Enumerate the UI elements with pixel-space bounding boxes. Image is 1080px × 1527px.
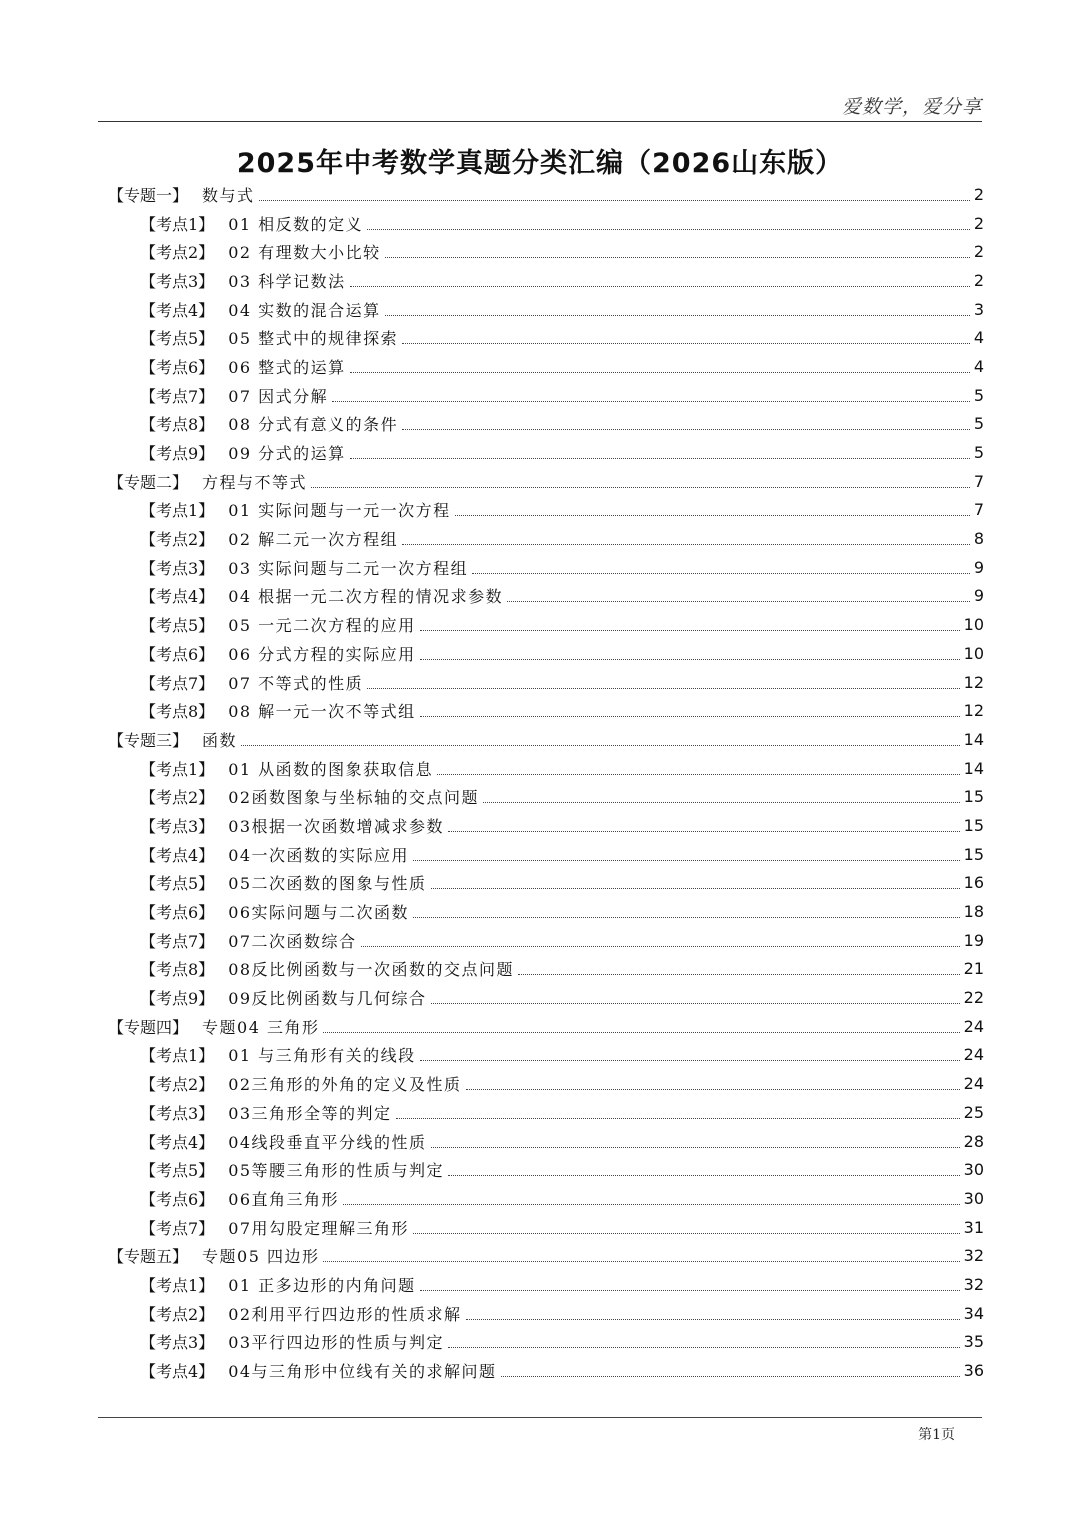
toc-entry-title: 09反比例函数与几何综合 [228,989,427,1009]
toc-entry-tag: 【考点7】 [140,1218,215,1238]
toc-entry-title: 04 实数的混合运算 [228,300,381,320]
toc-entry-tag: 【考点1】 [140,501,215,521]
toc-dot-leader [361,946,960,947]
toc-entry-tag: 【考点3】 [140,558,215,578]
toc-subtopic-entry[interactable] [108,610,984,639]
toc-subtopic-entry[interactable] [108,897,984,926]
toc-subtopic-entry[interactable] [108,1041,984,1070]
toc-entry-page: 2 [973,213,984,233]
toc-subtopic-entry[interactable] [108,1328,984,1357]
toc-entry-title: 07 不等式的性质 [228,673,364,693]
toc-entry-title: 02利用平行四边形的性质求解 [228,1304,462,1324]
toc-subtopic-entry[interactable] [108,553,984,582]
toc-dot-leader [420,630,960,631]
toc-topic-entry[interactable] [108,725,984,754]
toc-entry-page: 7 [973,500,984,520]
toc-entry-tag: 【考点4】 [140,1132,215,1152]
toc-entry-page: 21 [963,959,984,979]
toc-entry-tag: 【考点8】 [140,702,215,722]
toc-subtopic-entry[interactable] [108,1213,984,1242]
toc-subtopic-entry[interactable] [108,1184,984,1213]
toc-topic-entry[interactable] [108,467,984,496]
toc-entry-tag: 【考点1】 [140,1275,215,1295]
toc-entry-title: 05 整式中的规律探索 [228,329,399,349]
toc-entry-page: 5 [973,385,984,405]
toc-entry-tag: 【考点6】 [140,1189,215,1209]
toc-entry-tag: 【专题五】 [108,1247,189,1267]
toc-subtopic-entry[interactable] [108,323,984,352]
toc-entry-page: 31 [963,1217,984,1237]
toc-entry-page: 32 [963,1274,984,1294]
toc-subtopic-entry[interactable] [108,1127,984,1156]
toc-entry-title: 03三角形全等的判定 [228,1103,392,1123]
toc-dot-leader [396,1118,960,1119]
toc-subtopic-entry[interactable] [108,754,984,783]
toc-entry-title: 方程与不等式 [202,472,308,492]
toc-entry-tag: 【考点1】 [140,1046,215,1066]
toc-entry-page: 14 [963,729,984,749]
toc-subtopic-entry[interactable] [108,1155,984,1184]
toc-dot-leader [241,745,960,746]
toc-dot-leader [466,1319,960,1320]
toc-entry-page: 2 [973,184,984,204]
toc-dot-leader [431,1147,960,1148]
toc-entry-page: 32 [963,1246,984,1266]
toc-dot-leader [448,1175,960,1176]
toc-entry-page: 4 [973,356,984,376]
toc-topic-entry[interactable] [108,1241,984,1270]
toc-entry-tag: 【考点4】 [140,587,215,607]
toc-entry-title: 07用勾股定理解三角形 [228,1218,410,1238]
toc-dot-leader [367,688,960,689]
toc-dot-leader [332,401,970,402]
toc-subtopic-entry[interactable] [108,782,984,811]
toc-subtopic-entry[interactable] [108,496,984,525]
toc-dot-leader [472,573,970,574]
toc-entry-title: 专题05 四边形 [202,1247,320,1267]
toc-dot-leader [437,774,960,775]
toc-dot-leader [448,1347,960,1348]
toc-entry-tag: 【考点7】 [140,673,215,693]
toc-entry-page: 34 [963,1303,984,1323]
toc-subtopic-entry[interactable] [108,295,984,324]
table-of-contents [108,180,984,1385]
toc-entry-page: 8 [973,529,984,549]
toc-subtopic-entry[interactable] [108,840,984,869]
toc-entry-tag: 【考点1】 [140,214,215,234]
toc-subtopic-entry[interactable] [108,668,984,697]
toc-dot-leader [466,1089,960,1090]
toc-dot-leader [420,1060,960,1061]
header-motto: 爱数学，爱分享 [841,96,982,118]
toc-entry-tag: 【考点4】 [140,1362,215,1382]
toc-subtopic-entry[interactable] [108,209,984,238]
toc-entry-page: 12 [963,672,984,692]
toc-subtopic-entry[interactable] [108,926,984,955]
toc-entry-tag: 【考点3】 [140,271,215,291]
toc-subtopic-entry[interactable] [108,639,984,668]
toc-entry-tag: 【考点6】 [140,903,215,923]
toc-subtopic-entry[interactable] [108,237,984,266]
toc-entry-tag: 【专题一】 [108,185,189,205]
toc-entry-title: 01 相反数的定义 [228,214,364,234]
toc-topic-entry[interactable] [108,180,984,209]
toc-entry-title: 07二次函数综合 [228,931,357,951]
toc-dot-leader [413,917,960,918]
toc-entry-page: 9 [973,586,984,606]
toc-entry-title: 01 实际问题与一元一次方程 [228,501,451,521]
toc-subtopic-entry[interactable] [108,1069,984,1098]
toc-entry-title: 06实际问题与二次函数 [228,903,410,923]
toc-dot-leader [501,1376,960,1377]
toc-entry-title: 05 一元二次方程的应用 [228,616,416,636]
toc-entry-page: 28 [963,1131,984,1151]
toc-entry-tag: 【考点2】 [140,788,215,808]
toc-entry-page: 24 [963,1074,984,1094]
toc-dot-leader [367,229,970,230]
toc-entry-page: 15 [963,844,984,864]
toc-entry-tag: 【考点5】 [140,1161,215,1181]
toc-dot-leader [518,974,960,975]
toc-entry-page: 16 [963,873,984,893]
toc-subtopic-entry[interactable] [108,955,984,984]
toc-subtopic-entry[interactable] [108,869,984,898]
toc-entry-title: 04 根据一元二次方程的情况求参数 [228,587,504,607]
toc-entry-tag: 【考点5】 [140,874,215,894]
document-title: 2025年中考数学真题分类汇编（2026山东版） [236,148,844,179]
toc-entry-tag: 【考点9】 [140,444,215,464]
toc-entry-title: 06直角三角形 [228,1189,340,1209]
toc-dot-leader [259,200,970,201]
toc-entry-tag: 【考点2】 [140,243,215,263]
footer-page-number: 第1页 [918,1427,955,1443]
toc-entry-page: 24 [963,1045,984,1065]
toc-entry-tag: 【考点8】 [140,960,215,980]
toc-entry-page: 30 [963,1188,984,1208]
toc-subtopic-entry[interactable] [108,266,984,295]
toc-dot-leader [350,458,970,459]
toc-dot-leader [350,286,970,287]
toc-entry-title: 06 分式方程的实际应用 [228,644,416,664]
toc-entry-title: 03 实际问题与二元一次方程组 [228,558,469,578]
toc-entry-tag: 【考点2】 [140,1304,215,1324]
toc-entry-tag: 【考点1】 [140,759,215,779]
toc-dot-leader [350,372,970,373]
toc-entry-title: 08 分式有意义的条件 [228,415,399,435]
toc-entry-title: 02 有理数大小比较 [228,243,381,263]
toc-entry-tag: 【考点7】 [140,931,215,951]
toc-dot-leader [431,888,960,889]
toc-entry-page: 14 [963,758,984,778]
toc-dot-leader [413,1233,960,1234]
toc-entry-title: 02三角形的外角的定义及性质 [228,1075,462,1095]
toc-entry-page: 4 [973,328,984,348]
toc-subtopic-entry[interactable] [108,410,984,439]
toc-subtopic-entry[interactable] [108,381,984,410]
toc-entry-tag: 【考点2】 [140,530,215,550]
toc-entry-tag: 【考点3】 [140,1103,215,1123]
toc-subtopic-entry[interactable] [108,438,984,467]
toc-entry-tag: 【考点3】 [140,816,215,836]
toc-entry-tag: 【考点6】 [140,644,215,664]
toc-entry-page: 12 [963,701,984,721]
toc-dot-leader [402,544,970,545]
toc-entry-title: 04线段垂直平分线的性质 [228,1132,427,1152]
toc-entry-page: 19 [963,930,984,950]
toc-entry-title: 03平行四边形的性质与判定 [228,1333,445,1353]
toc-dot-leader [311,487,970,488]
toc-dot-leader [323,1261,959,1262]
toc-entry-tag: 【专题四】 [108,1017,189,1037]
toc-entry-tag: 【考点5】 [140,616,215,636]
toc-dot-leader [402,429,970,430]
toc-entry-title: 05等腰三角形的性质与判定 [228,1161,445,1181]
toc-entry-page: 35 [963,1332,984,1352]
toc-entry-tag: 【专题二】 [108,472,189,492]
toc-subtopic-entry[interactable] [108,352,984,381]
toc-entry-page: 22 [963,988,984,1008]
toc-entry-tag: 【考点8】 [140,415,215,435]
toc-entry-page: 25 [963,1102,984,1122]
toc-entry-tag: 【考点6】 [140,357,215,377]
toc-dot-leader [483,802,960,803]
toc-subtopic-entry[interactable] [108,811,984,840]
toc-entry-title: 04一次函数的实际应用 [228,845,410,865]
toc-entry-tag: 【考点5】 [140,329,215,349]
toc-topic-entry[interactable] [108,1012,984,1041]
toc-entry-tag: 【考点3】 [140,1333,215,1353]
footer-divider [98,1417,982,1418]
toc-subtopic-entry[interactable] [108,1098,984,1127]
toc-entry-title: 05二次函数的图象与性质 [228,874,427,894]
toc-subtopic-entry[interactable] [108,582,984,611]
toc-entry-page: 7 [973,471,984,491]
toc-entry-page: 15 [963,787,984,807]
toc-dot-leader [385,257,970,258]
toc-dot-leader [448,831,960,832]
toc-entry-page: 3 [973,299,984,319]
toc-entry-page: 2 [973,270,984,290]
toc-dot-leader [323,1032,959,1033]
toc-subtopic-entry[interactable] [108,696,984,725]
toc-entry-tag: 【考点2】 [140,1075,215,1095]
toc-entry-title: 06 整式的运算 [228,357,346,377]
toc-entry-title: 08 解一元一次不等式组 [228,702,416,722]
toc-dot-leader [420,659,960,660]
toc-entry-page: 10 [963,643,984,663]
toc-dot-leader [507,601,970,602]
toc-entry-page: 9 [973,557,984,577]
toc-dot-leader [420,1290,960,1291]
toc-entry-title: 09 分式的运算 [228,444,346,464]
toc-entry-page: 30 [963,1160,984,1180]
toc-entry-title: 01 与三角形有关的线段 [228,1046,416,1066]
toc-entry-title: 03根据一次函数增减求参数 [228,816,445,836]
toc-entry-tag: 【考点4】 [140,845,215,865]
toc-subtopic-entry[interactable] [108,524,984,553]
toc-dot-leader [343,1204,960,1205]
toc-dot-leader [431,1003,960,1004]
toc-entry-tag: 【考点9】 [140,989,215,1009]
toc-dot-leader [413,860,960,861]
toc-entry-title: 01 从函数的图象获取信息 [228,759,434,779]
toc-entry-page: 2 [973,242,984,262]
toc-entry-title: 数与式 [202,185,255,205]
toc-subtopic-entry[interactable] [108,983,984,1012]
toc-entry-page: 5 [973,443,984,463]
toc-entry-title: 函数 [202,730,238,750]
toc-dot-leader [385,315,970,316]
toc-entry-title: 专题04 三角形 [202,1017,320,1037]
toc-entry-tag: 【考点7】 [140,386,215,406]
toc-subtopic-entry[interactable] [108,1270,984,1299]
toc-entry-title: 02 解二元一次方程组 [228,530,399,550]
toc-dot-leader [402,343,970,344]
toc-entry-page: 36 [963,1361,984,1381]
toc-entry-page: 5 [973,414,984,434]
toc-entry-title: 02函数图象与坐标轴的交点问题 [228,788,480,808]
toc-entry-title: 03 科学记数法 [228,271,346,291]
toc-dot-leader [420,716,960,717]
toc-entry-title: 01 正多边形的内角问题 [228,1275,416,1295]
toc-entry-tag: 【考点4】 [140,300,215,320]
toc-entry-page: 24 [963,1016,984,1036]
toc-subtopic-entry[interactable] [108,1356,984,1385]
toc-entry-page: 15 [963,815,984,835]
toc-subtopic-entry[interactable] [108,1299,984,1328]
toc-dot-leader [455,515,970,516]
toc-entry-title: 07 因式分解 [228,386,329,406]
toc-entry-page: 18 [963,902,984,922]
toc-entry-title: 04与三角形中位线有关的求解问题 [228,1362,497,1382]
header-divider [98,121,982,122]
toc-entry-page: 10 [963,615,984,635]
toc-entry-title: 08反比例函数与一次函数的交点问题 [228,960,515,980]
toc-entry-tag: 【专题三】 [108,730,189,750]
